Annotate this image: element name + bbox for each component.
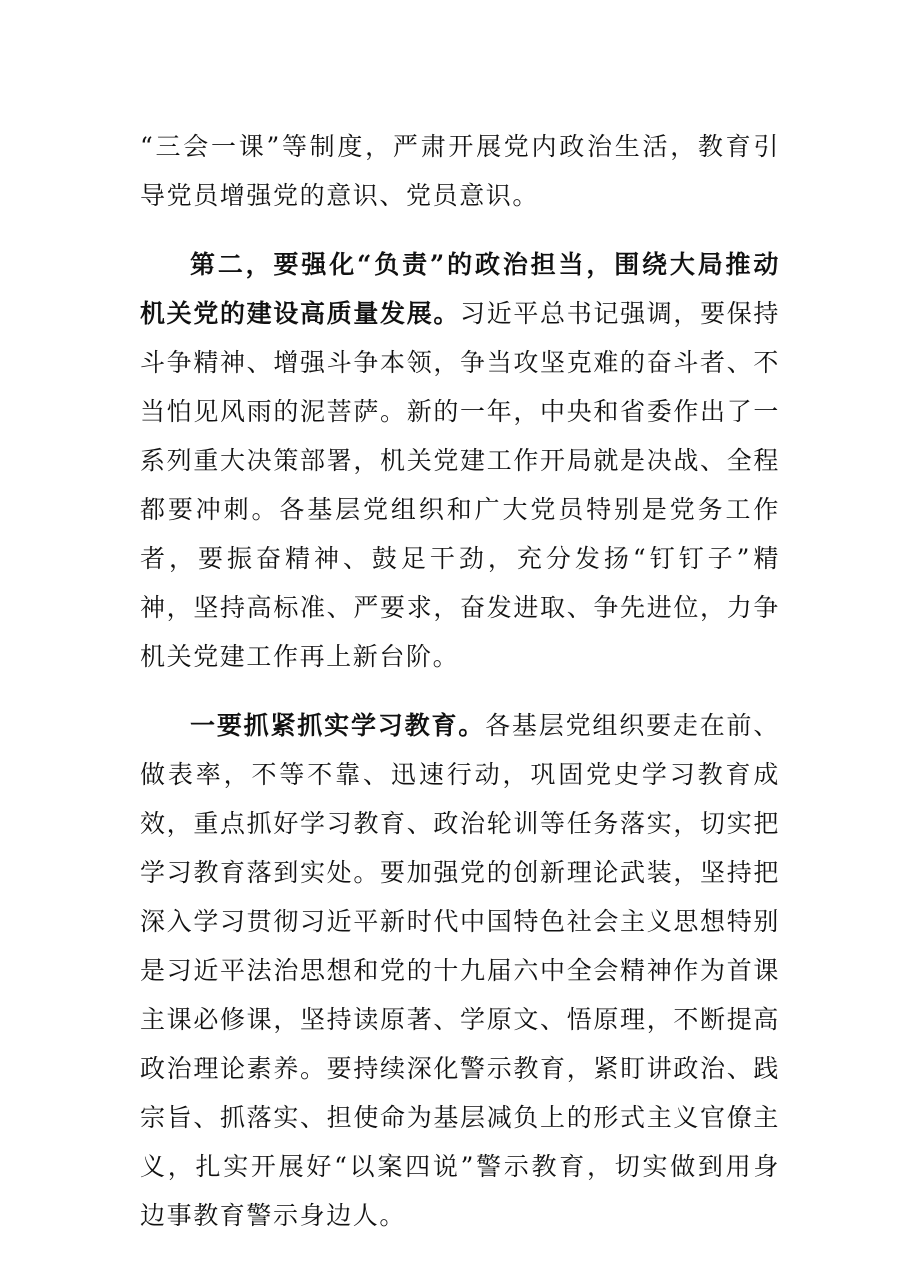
paragraph-continuation [140, 122, 780, 220]
paragraph-study-education [140, 701, 780, 1240]
paragraph-body: 习近平总书记强调，要保持斗争精神、增强斗争本领，争当攻坚克难的奋斗者、不当怕见风雨的泥菩萨。新的一年，中央和省委作出了一系列重大决策部署，机关党建工作开局就是决战、全程都要冲刺。各基层党组织和广大党员特别是党务工作者，要振奋精神、鼓足干劲，充分发扬“钉钉子”精神，坚持高标准、严要求，奋发进取、争先进位，力争机关党建工作再上新台阶。 [140, 299, 781, 671]
paragraph-body: “三会一课”等制度，严肃开展党内政治生活，教育引导党员增强党的意识、党员意识。 [140, 132, 780, 210]
paragraph-second-point [140, 240, 780, 681]
paragraph-heading: 第二，要强化“负责”的政治担当，围绕大局推动机关党的建设高质量发展。 [140, 250, 780, 328]
paragraph-body: 各基层党组织要走在前、做表率，不等不靠、迅速行动，巩固党史学习教育成效，重点抓好学习教育、政治轮训等任务落实，切实把学习教育落到实处。要加强党的创新理论武装，坚持把深入学习贯彻习近平新时代中国特色社会主义思想特别是习近平法治思想和党的十九届六中全会精神作为首课主课必修课，坚持读原著、学原文、悟原理，不断提高政治理论素养。要持续深化警示教育，紧盯讲政治、践宗旨、抓落实、担使命为基层减负上的形式主义官僚主义，扎实开展好“以案四说”警示教育，切实做到用身边事教育警示身边人。 [140, 711, 780, 1230]
document-body [140, 122, 780, 1240]
paragraph-heading: 一要抓紧抓实学习教育。 [190, 711, 486, 740]
